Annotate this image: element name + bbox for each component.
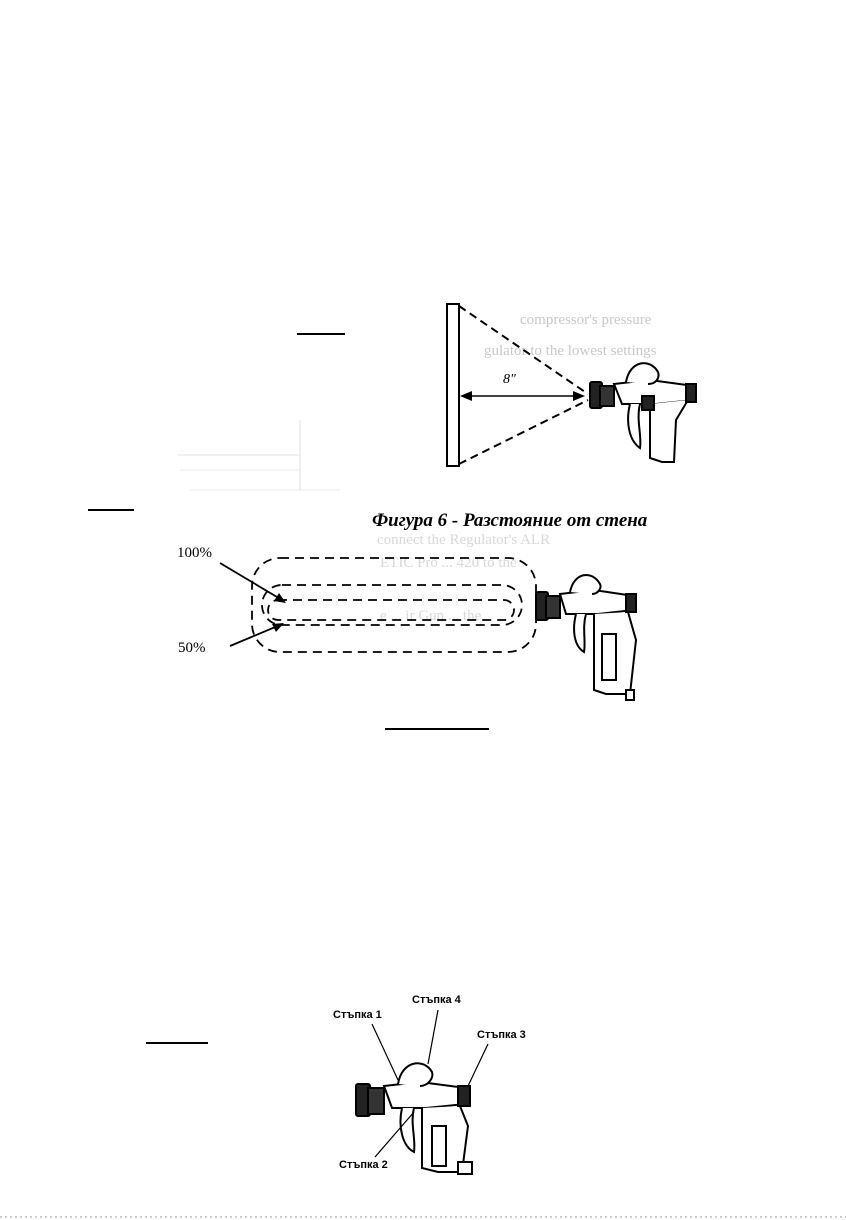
- label-50-percent: 50%: [178, 640, 206, 656]
- ghost-text-5: e ... ir Gun ... the: [380, 608, 482, 624]
- ghost-text-3: connect the Regulator's ALR: [377, 532, 551, 548]
- step-4-label: Стъпка 4: [412, 994, 461, 1006]
- ghost-text-1: compressor's pressure: [520, 312, 652, 328]
- figure-6-caption: Фигура 6 - Разстояние от стена: [372, 510, 648, 531]
- ghost-text-2: gulator to the lowest settings: [484, 343, 657, 359]
- step-3-label: Стъпка 3: [477, 1029, 526, 1041]
- label-100-percent: 100%: [177, 545, 212, 561]
- step-1-label: Стъпка 1: [333, 1009, 382, 1021]
- step-2-label: Стъпка 2: [339, 1159, 388, 1171]
- distance-label: 8": [503, 372, 516, 387]
- ghost-text-4: ETIC Pro ... 420 to the: [380, 555, 517, 571]
